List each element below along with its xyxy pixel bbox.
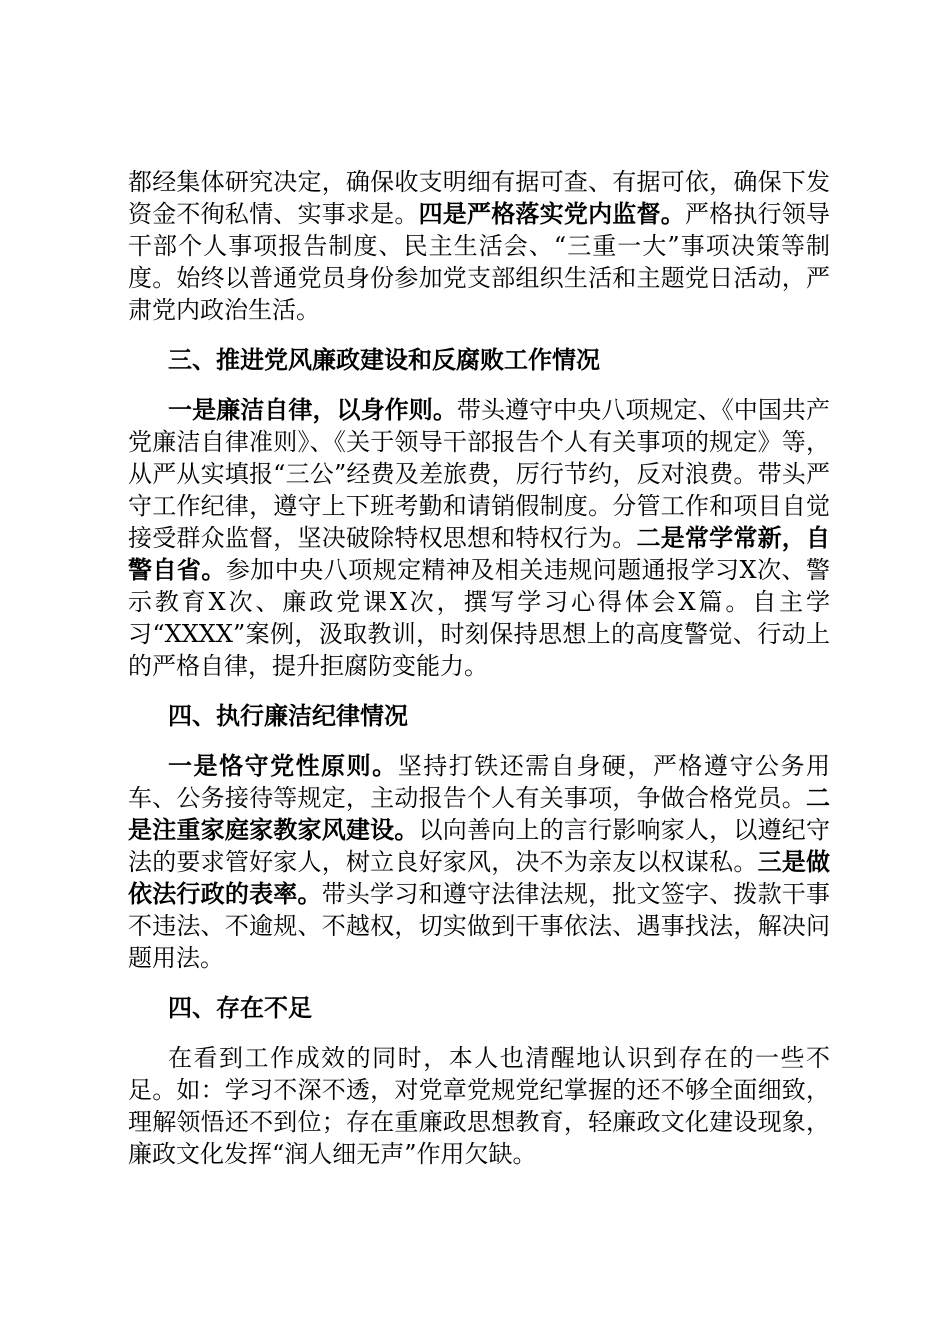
section-heading-anticorruption: 三、推进党风廉政建设和反腐败工作情况	[168, 346, 600, 374]
bold-run: 一是廉洁自律，以身作则。	[168, 396, 457, 424]
paragraph-integrity-principles	[128, 750, 830, 974]
bold-run: 一是恪守党性原则。	[168, 752, 398, 780]
document-body	[128, 166, 830, 1170]
bold-run: 四是严格落实党内监督。	[418, 200, 685, 228]
spacer	[128, 376, 830, 394]
text-run: 在看到工作成效的同时，本人也清醒地认识到存在的一些不足。如：学习不深不透，对党章党规党纪掌握的还不够全面细致，理解领悟还不到位；存在重廉政思想教育，轻廉政文化建设现象，廉政文化发挥“润人细无声”作用欠缺。	[128, 1044, 830, 1168]
spacer	[128, 326, 830, 344]
bold-run: 二是常学常新，自警自省。	[128, 524, 830, 584]
section-heading-integrity-discipline: 四、执行廉洁纪律情况	[168, 702, 408, 730]
text-run: 参加中央八项规定精神及相关违规问题通报学习X次、警示教育X次、廉政党课X次，撰写学习心得体会X篇。自主学习“XXXX”案例，汲取教训，时刻保持思想上的高度警觉、行动上的严格自律，提升拒腐防变能力。	[128, 556, 830, 680]
paragraph-self-discipline	[128, 394, 830, 682]
text-run: 都经集体研究决定，确保收支明细有据可查、有据可依，确保下发资金不徇私情、实事求是。	[128, 168, 830, 228]
text-run: 带头遵守中央八项规定、《中国共产党廉洁自律准则》、《关于领导干部报告个人有关事项的规定》等，从严从实填报“三公”经费及差旅费，厉行节约，反对浪费。带头严守工作纪律，遵守上下班考勤和请销假制度。分管工作和项目自觉接受群众监督，坚决破除特权思想和特权行为。	[128, 396, 831, 552]
section-heading-shortcomings: 四、存在不足	[168, 994, 312, 1022]
text-run: 带头学习和遵守法律法规，批文签字、拨款干事不违法、不逾规、不越权，切实做到干事依法、遇事找法，解决问题用法。	[128, 880, 831, 972]
bold-run: 二是注重家庭家教家风建设。	[128, 784, 830, 844]
spacer	[128, 732, 830, 750]
spacer	[128, 974, 830, 992]
text-run: 坚持打铁还需自身硬，严格遵守公务用车、公务接待等规定，主动报告个人有关事项，争做合格党员。	[128, 752, 831, 812]
paragraph-budget-and-supervision	[128, 166, 830, 326]
spacer	[128, 682, 830, 700]
bold-run: 三是做依法行政的表率。	[128, 848, 831, 908]
text-run: 以向善向上的言行影响家人，以遵纪守法的要求管好家人，树立良好家风，决不为亲友以权谋私。	[128, 816, 831, 876]
text-run: 严格执行领导干部个人事项报告制度、民主生活会、“三重一大”事项决策等制度。始终以普通党员身份参加党支部组织生活和主题党日活动，严肃党内政治生活。	[128, 200, 831, 324]
paragraph-shortcomings	[128, 1042, 830, 1170]
spacer	[128, 1024, 830, 1042]
